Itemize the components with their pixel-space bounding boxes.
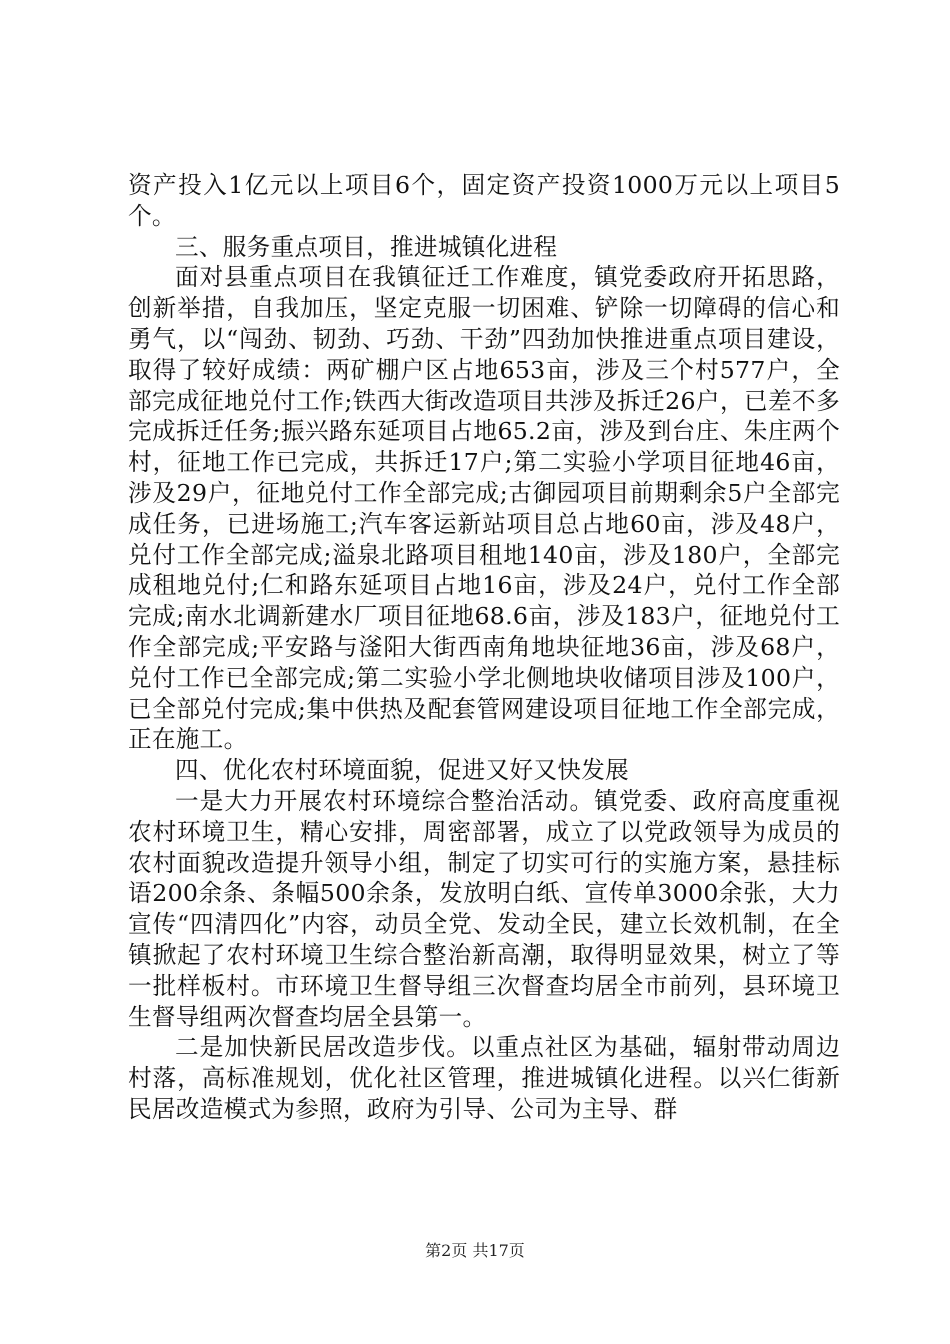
- paragraph-key-projects: 面对县重点项目在我镇征迁工作难度，镇党委政府开拓思路，创新举措，自我加压，坚定克服一切困难、铲除一切障碍的信心和勇气，以“闯劲、韧劲、巧劲、干劲”四劲加快推进重点项目建设，取得了较好成绩：两矿棚户区占地653亩，涉及三个村577户，全部完成征地兑付工作;铁西大街改造项目共涉及拆迁26户，已差不多完成拆迁任务;振兴路东延项目占地65.2亩，涉及到台庄、朱庄两个村，征地工作已完成，共拆迁17户;第二实验小学项目征地46亩，涉及29户，征地兑付工作全部完成;古御园项目前期剩余5户全部完成任务，已进场施工;汽车客运新站项目总占地60亩，涉及48户，兑付工作全部完成;溢泉北路项目租地140亩，涉及180户，全部完成租地兑付;仁和路东延项目占地16亩，涉及24户，兑付工作全部完成;南水北调新建水厂项目征地68.6亩，涉及183户，征地兑付工作全部完成;平安路与滏阳大街西南角地块征地36亩，涉及68户，兑付工作已全部完成;第二实验小学北侧地块收储项目涉及100户，已全部兑付完成;集中供热及配套管网建设项目征地工作全部完成，正在施工。: [128, 263, 840, 754]
- paragraph-continuation: 资产投入1亿元以上项目6个，固定资产投资1000万元以上项目5个。: [128, 171, 840, 230]
- section-heading-3: 三、服务重点项目，推进城镇化进程: [175, 232, 558, 261]
- section-heading-4: 四、优化农村环境面貌，促进又好又快发展: [175, 756, 629, 785]
- page-number-footer: 第2页 共17页: [425, 1241, 525, 1260]
- paragraph-environment: 一是大力开展农村环境综合整治活动。镇党委、政府高度重视农村环境卫生，精心安排，周密部署，成立了以党政领导为成员的农村面貌改造提升领导小组，制定了切实可行的实施方案，悬挂标语200余条、条幅500余条，发放明白纸、宣传单3000余张，大力宣传“四清四化”内容，动员全党、发动全民，建立长效机制，在全镇掀起了农村环境卫生综合整治新高潮，取得明显效果，树立了等一批样板村。市环境卫生督导组三次督查均居全市前列，县环境卫生督导组两次督查均居全县第一。: [128, 786, 840, 1031]
- document-body: [128, 170, 840, 1125]
- paragraph-new-housing: 二是加快新民居改造步伐。以重点社区为基础，辐射带动周边村落，高标准规划，优化社区管理，推进城镇化进程。以兴仁街新民居改造模式为参照，政府为引导、公司为主导、群: [128, 1033, 840, 1123]
